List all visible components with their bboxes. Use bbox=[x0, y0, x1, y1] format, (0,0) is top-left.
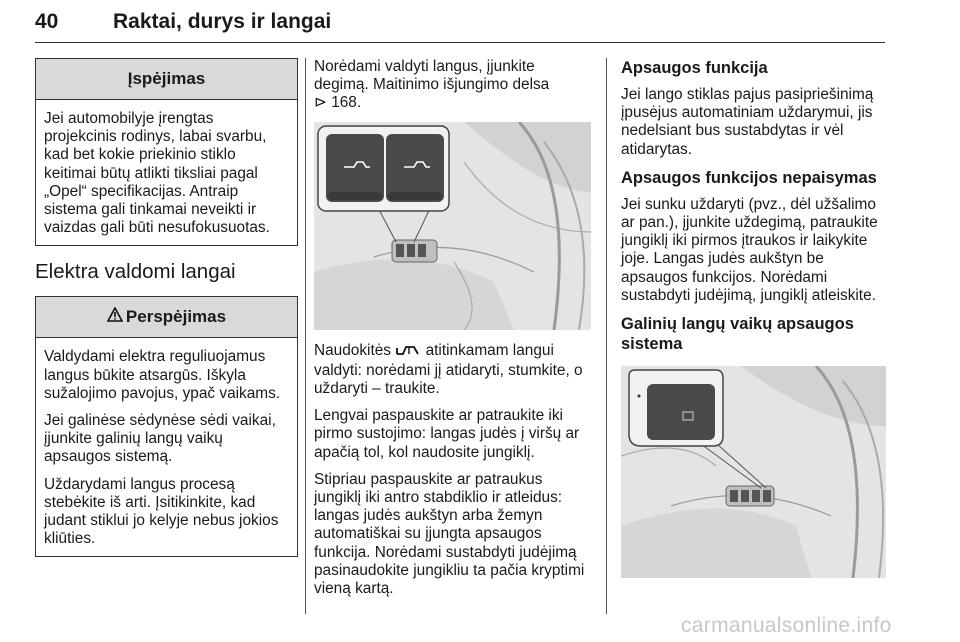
page-ref-icon: ⊳ bbox=[314, 94, 327, 112]
switch-usage-paragraph: Naudokitės atitinkamam langui valdyti: norėdami jį atidaryti, stumkite, o uždaryti – traukite. bbox=[314, 341, 583, 398]
window-switch-icon bbox=[395, 343, 421, 362]
section-heading: Elektra valdomi langai bbox=[35, 260, 236, 284]
warning-paragraph-2: Jei galinėse sėdynėse sėdi vaikai, įjunkite galinių langų vaikų apsaugos sistemą. bbox=[44, 412, 276, 466]
notice-title: Įspėjimas bbox=[36, 59, 297, 100]
heading-protection: Apsaugos funkcija bbox=[621, 59, 768, 77]
warning-paragraph-1: Valdydami elektra reguliuojamus langus būkite atsargūs. Iškyla sužalojimo pavojus, ypač vaikams. bbox=[44, 348, 281, 402]
child-lock-illustration bbox=[621, 366, 886, 578]
paragraph-protection: Jei lango stiklas pajus pasipriešinimą įpusėjus automatiniam uždarymui, jis nedelsiant bus sustabdytas ir vėl atidarytas. bbox=[621, 86, 874, 158]
watermark: carmanualsonline.info bbox=[681, 614, 892, 637]
column-divider-2 bbox=[606, 58, 607, 614]
heading-child-lock: Galinių langų vaikų apsaugos sistema bbox=[621, 315, 854, 354]
warning-header bbox=[36, 297, 297, 338]
column-divider-1 bbox=[305, 58, 306, 614]
notice-box bbox=[35, 58, 298, 246]
warning-triangle-icon bbox=[107, 307, 123, 327]
warning-box bbox=[35, 296, 298, 557]
page-ref: 168. bbox=[331, 94, 362, 112]
page-number: 40 bbox=[35, 10, 59, 33]
page-header bbox=[35, 6, 885, 43]
intro-paragraph: Norėdami valdyti langus, įjunkite degimą. Maitinimo išjungimo delsa ⊳ 168. bbox=[314, 58, 550, 112]
column-middle bbox=[314, 58, 591, 607]
paragraph-light-press: Lengvai paspauskite ar patraukite iki pirmo sustojimo: langas judės į viršų ar apačią tol, kol naudosite jungiklį. bbox=[314, 407, 580, 461]
notice-text: Jei automobilyje įrengtas projekcinis rodinys, labai svarbu, kad bet kokie priekinio stiklo keitimai būtų atlikti tiksliai pagal „Opel“ specifikacijas. Antraip sistema gali tinkamai neveikti ir vaizdas gali būti nesufokusuotas. bbox=[44, 110, 270, 237]
window-switch-illustration bbox=[314, 122, 591, 330]
warning-paragraph-3: Uždarydami langus procesą stebėkite iš arti. Įsitikinkite, kad judant stiklui jo kelyje nebus jokios kliūties. bbox=[44, 475, 279, 548]
column-right bbox=[621, 58, 886, 578]
paragraph-strong-press: Stipriau paspauskite ar patraukus jungiklį iki antro stabdiklio ir atleidus: langas judės aukštyn arba žemyn automatiškai su įjungta apsaugos funkcija. Norėdami sustabdyti judėjimą pasinaudokite jungikliu ta pačia kryptimi vieną kartą. bbox=[314, 470, 585, 598]
section-title: Raktai, durys ir langai bbox=[113, 10, 332, 33]
heading-override: Apsaugos funkcijos nepaisymas bbox=[621, 168, 877, 187]
warning-title: Perspėjimas bbox=[125, 307, 227, 327]
paragraph-override: Jei sunku uždaryti (pvz., dėl užšalimo ar pan.), įjunkite uždegimą, patraukite jungiklį iki pirmos įtraukos ir laikykite joje. Langas judės aukštyn be apsaugos funkcijos. Norėdami sustabdyti judėjimą, jungiklį atleiskite. bbox=[621, 195, 878, 304]
column-left bbox=[35, 58, 298, 567]
